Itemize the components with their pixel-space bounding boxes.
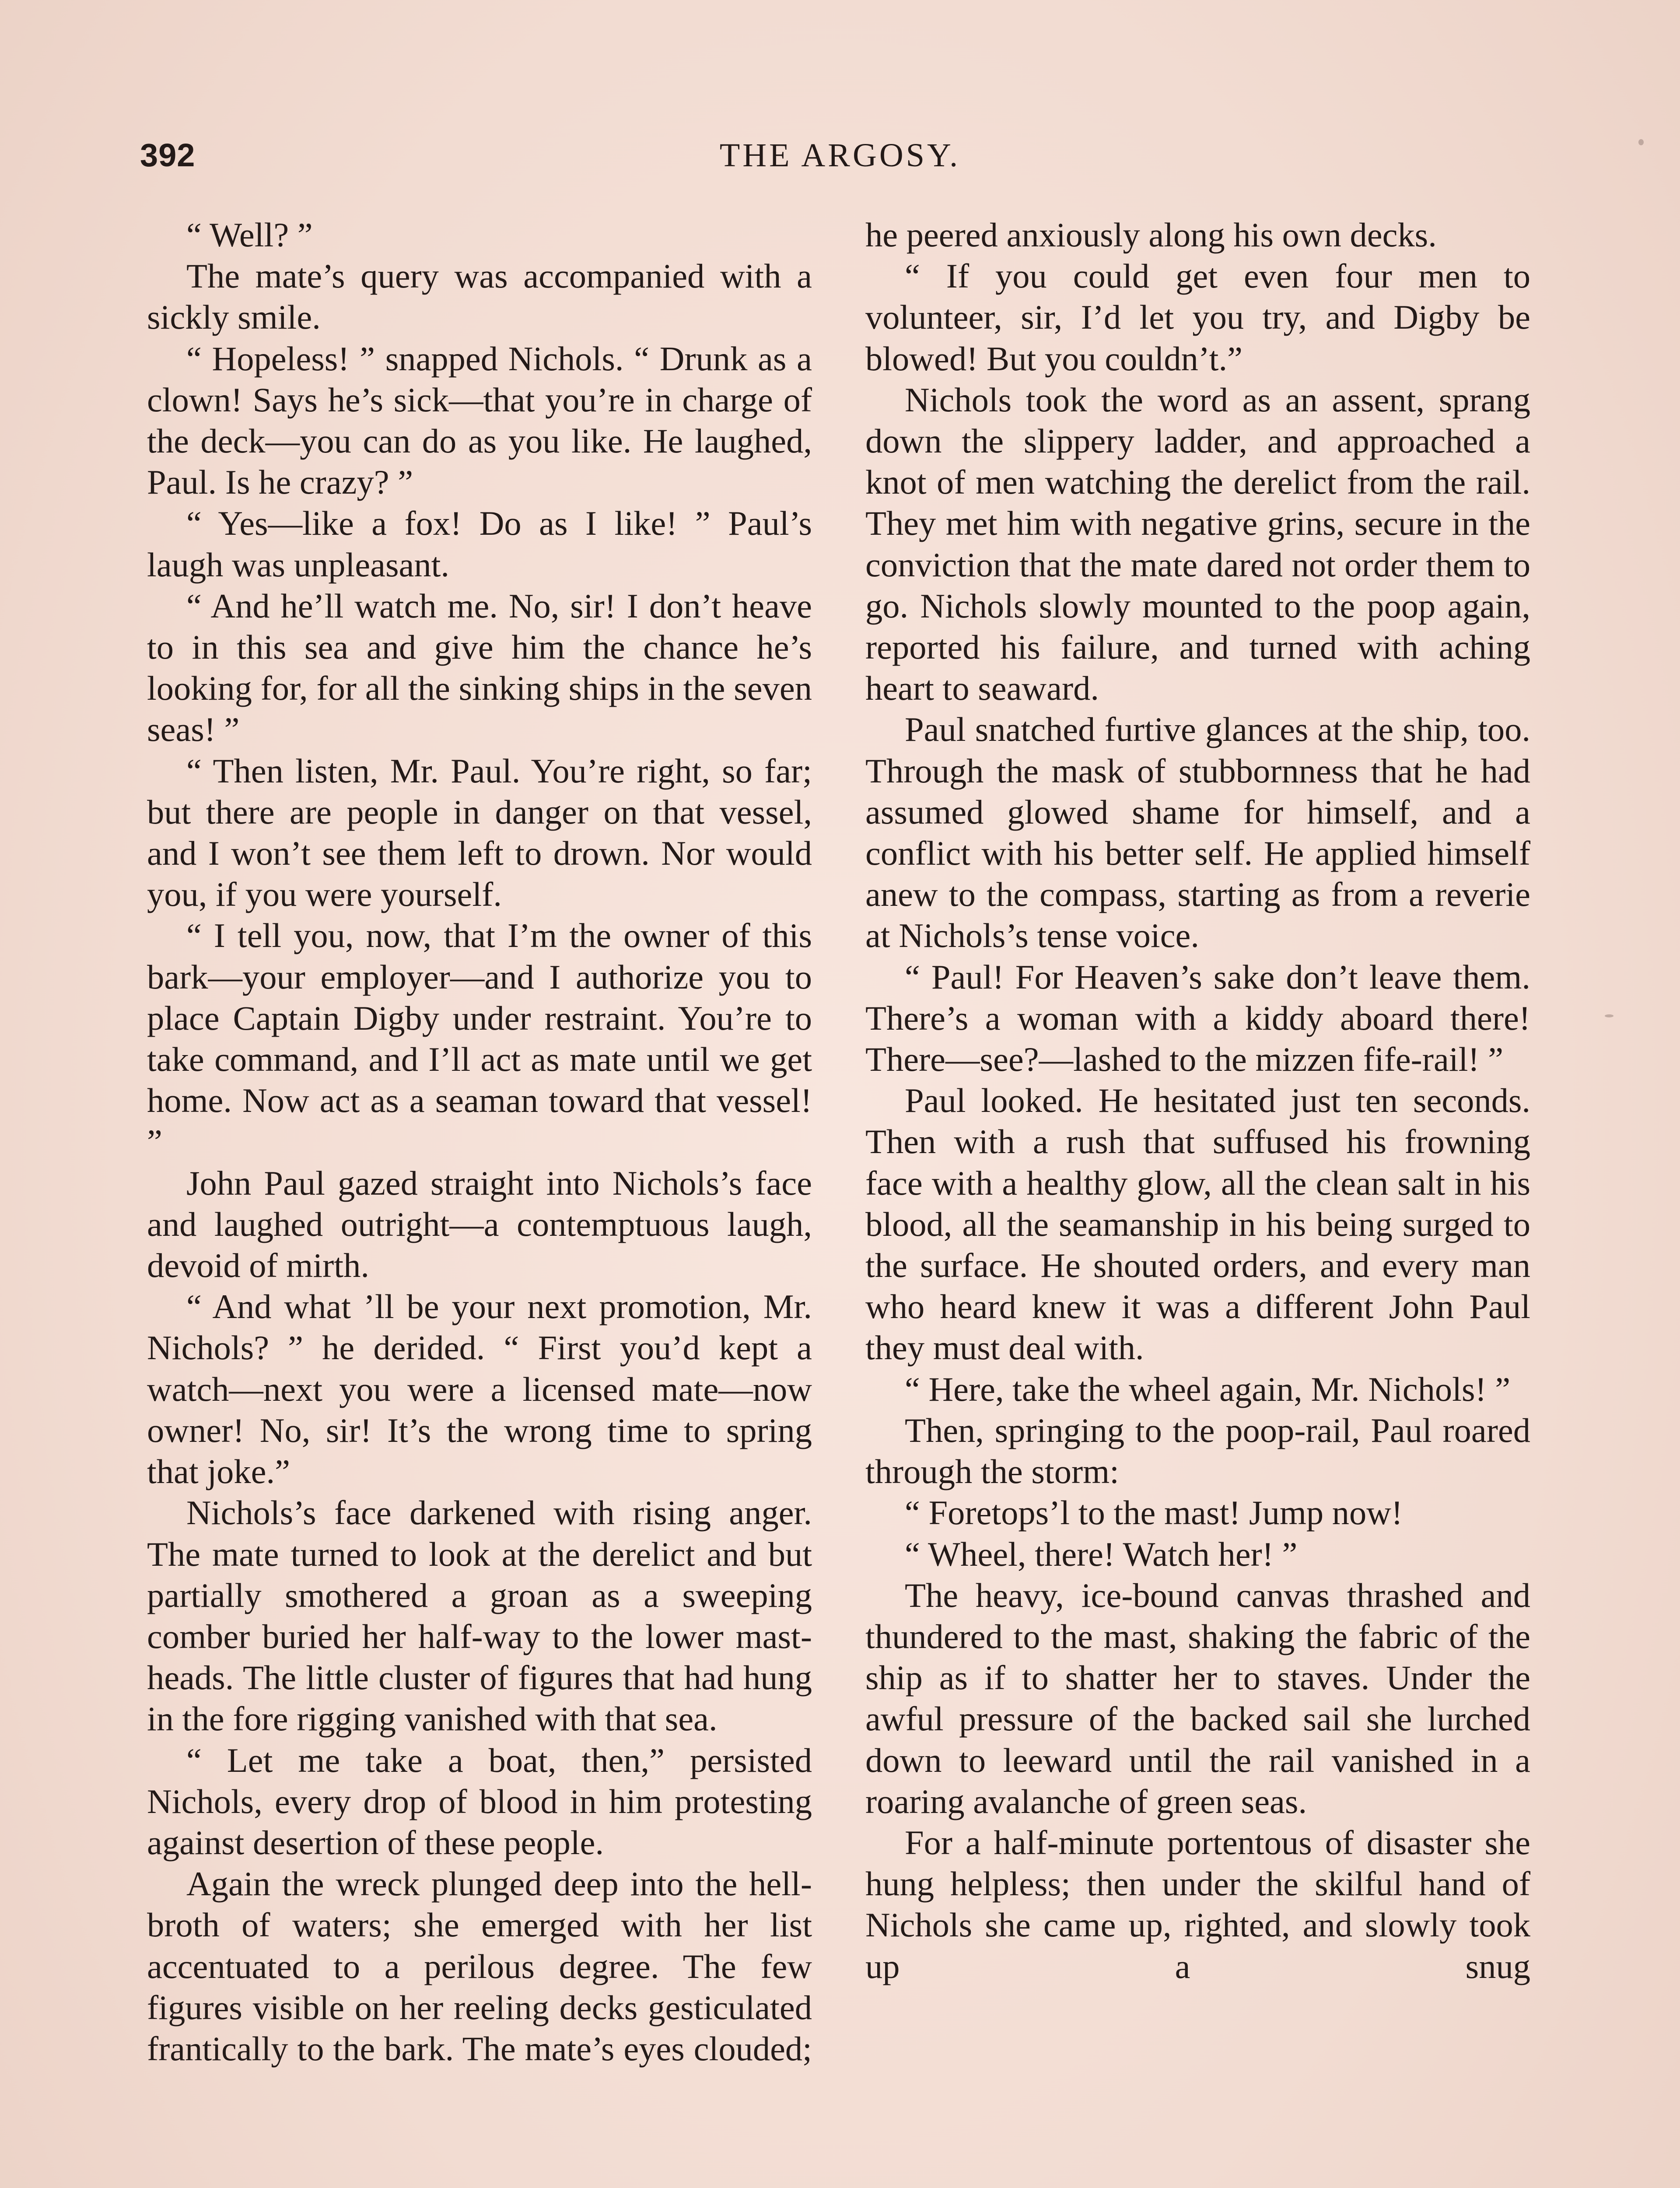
paragraph: “ And he’ll watch me. No, sir! I don’t heave to in this sea and give him the chance he’s looking for, for all the sinking ships in the seven seas! ”: [147, 586, 812, 749]
paragraph: “ Well? ”: [186, 216, 313, 254]
paragraph: “ If you could get even four men to volunteer, sir, I’d let you try, and Digby be blowed! But you couldn’t.”: [865, 257, 1530, 378]
paper-speck: [1638, 139, 1644, 145]
paragraph: Then, springing to the poop-rail, Paul roared through the storm:: [865, 1411, 1530, 1491]
paragraph: “ And what ’ll be your next promotion, Mr. Nichols? ” he derided. “ First you’d kept a watch—next you were a licensed mate—now owner! No, sir! It’s the wrong time to spring that joke.”: [147, 1287, 812, 1491]
paragraph: “ Wheel, there! Watch her! ”: [905, 1535, 1298, 1573]
page-number: 392: [140, 137, 196, 173]
paragraph: The mate’s query was accompanied with a sickly smile.: [147, 257, 812, 337]
paragraph: Nichols took the word as an assent, sprang down the slippery ladder, and approached a knot of men watching the derelict from the rail. They met him with negative grins, secure in the conviction that the mate dared not order them to go. Nichols slowly mounted to the poop again, reported his failure, and turned with aching heart to seaward.: [865, 380, 1530, 708]
paragraph: John Paul gazed straight into Nichols’s face and laughed outright—a contemptuous laugh, devoid of mirth.: [147, 1164, 812, 1285]
paragraph: “ Then listen, Mr. Paul. You’re right, so far; but there are people in danger on that vessel, and I won’t see them left to drown. Nor would you, if you were yourself.: [147, 751, 812, 914]
paragraph: Paul snatched furtive glances at the ship, too. Through the mask of stubbornness that he had assumed glowed shame for himself, and a conflict with his better self. He applied himself anew to the compass, starting as from a reverie at Nichols’s tense voice.: [865, 710, 1530, 955]
text-column-left: [147, 214, 812, 2069]
paper-speck: [1605, 1014, 1614, 1017]
paragraph: For a half-minute portentous of disaster she hung helpless; then under the skilful hand of Nichols she came up, righted, and slowly took up a snug: [865, 1823, 1530, 1985]
paragraph: “ Let me take a boat, then,” persisted Nichols, every drop of blood in him protesting against desertion of these people.: [147, 1741, 812, 1862]
text-column-right: [865, 214, 1530, 1987]
paragraph: “ Foretops’l to the mast! Jump now!: [905, 1494, 1403, 1532]
paragraph: Nichols’s face darkened with rising anger. The mate turned to look at the derelict and but partially smothered a groan as a sweeping comber buried her half-way to the lower mast-heads. The little cluster of figures that had hung in the fore rigging vanished with that sea.: [147, 1494, 812, 1738]
paragraph: Again the wreck plunged deep into the hell-broth of waters; she emerged with her list accentuated to a perilous degree. The few figures visible on her reeling decks gesticulated frantically to the bark. The mate’s eyes clouded;: [147, 1865, 812, 2068]
running-head: THE ARGOSY.: [719, 137, 961, 174]
paragraph: “ Yes—like a fox! Do as I like! ” Paul’s laugh was unpleasant.: [147, 504, 812, 584]
paragraph: “ Here, take the wheel again, Mr. Nichols! ”: [905, 1370, 1511, 1408]
paragraph: “ I tell you, now, that I’m the owner of this bark—your employer—and I authorize you to place Captain Digby under restraint. You’re to take command, and I’ll act as mate until we get home. Now act as a seaman toward that vessel! ”: [147, 916, 812, 1161]
page-header: [140, 137, 1540, 185]
paragraph: “ Paul! For Heaven’s sake don’t leave them. There’s a woman with a kiddy aboard there! There—see?—lashed to the mizzen fife-rail! ”: [865, 957, 1530, 1079]
paragraph: The heavy, ice-bound canvas thrashed and thundered to the mast, shaking the fabric of the ship as if to shatter her to staves. Under the awful pressure of the backed sail she lurched down to leeward until the rail vanished in a roaring avalanche of green seas.: [865, 1576, 1530, 1820]
paragraph-continuation: he peered anxiously along his own decks.: [865, 216, 1437, 254]
paragraph: Paul looked. He hesitated just ten seconds. Then with a rush that suffused his frowning face with a healthy glow, all the clean salt in his blood, all the seamanship in his being surged to the surface. He shouted orders, and every man who heard knew it was a different John Paul they must deal with.: [865, 1081, 1530, 1367]
paragraph: “ Hopeless! ” snapped Nichols. “ Drunk as a clown! Says he’s sick—that you’re in charge of the deck—you can do as you like. He laughed, Paul. Is he crazy? ”: [147, 339, 812, 501]
